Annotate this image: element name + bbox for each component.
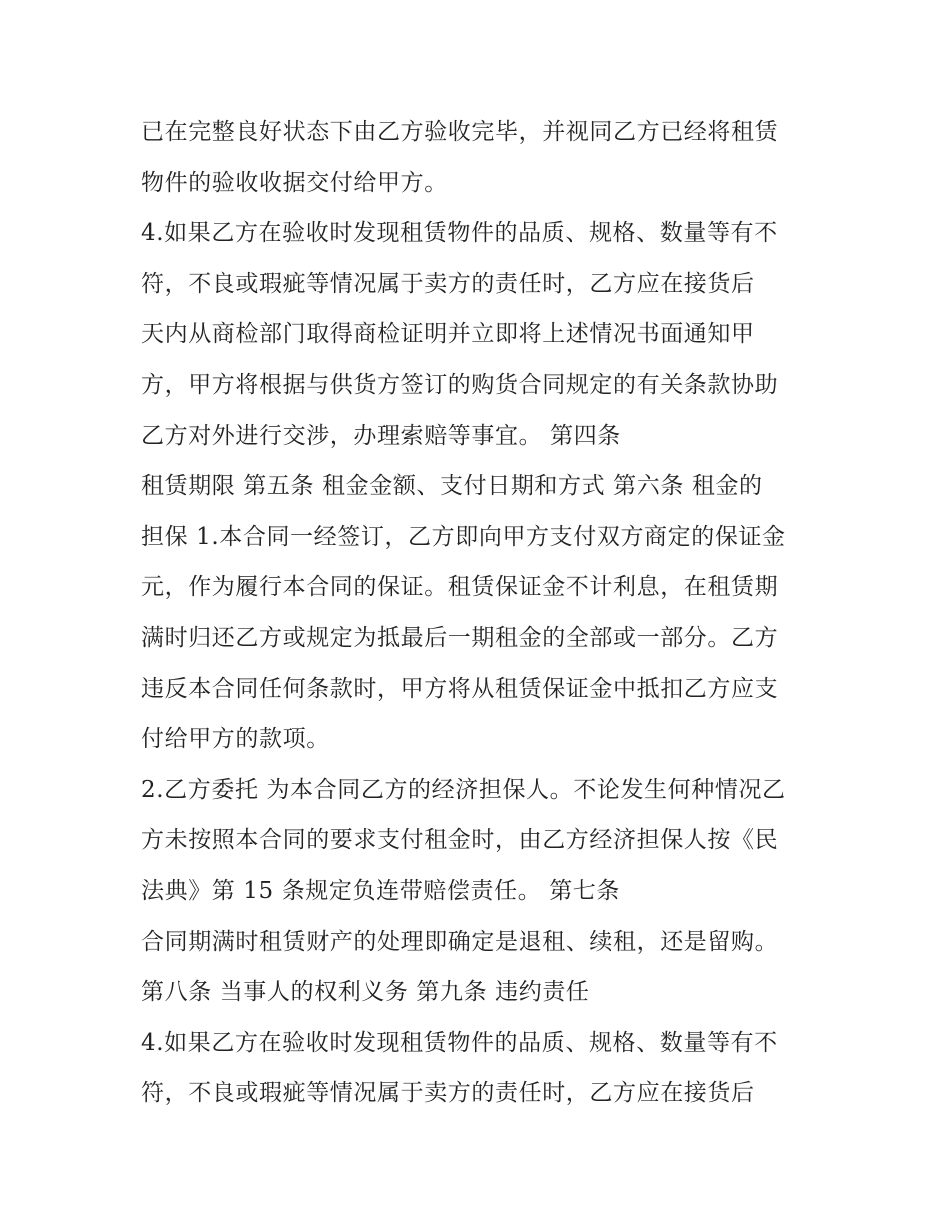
text-line: 担保 1.本合同一经签订，乙方即向甲方支付双方商定的保证金 (141, 523, 786, 550)
text-line: 违反本合同任何条款时，甲方将从租赁保证金中抵扣乙方应支 (141, 675, 779, 702)
text-line: 法典》第 15 条规定负连带赔偿责任。 第七条 (141, 877, 620, 904)
text-line: 已在完整良好状态下由乙方验收完毕，并视同乙方已经将租赁 (141, 119, 779, 145)
document-body (141, 107, 831, 1119)
text-line: 合同期满时租赁财产的处理即确定是退租、续租，还是留购。 (141, 928, 779, 955)
text-line: 乙方对外进行交涉，办理索赔等事宜。 第四条 (141, 422, 621, 449)
text-line: 天内从商检部门取得商检证明并立即将上述情况书面通知甲 (141, 321, 755, 348)
text-line: 满时归还乙方或规定为抵最后一期租金的全部或一部分。乙方 (141, 624, 779, 651)
text-line: 元，作为履行本合同的保证。租赁保证金不计利息，在租赁期 (141, 574, 779, 601)
text-line: 4.如果乙方在验收时发现租赁物件的品质、规格、数量等有不 (141, 220, 778, 247)
text-line: 物件的验收收据交付给甲方。 (141, 169, 448, 196)
text-line: 4.如果乙方在验收时发现租赁物件的品质、规格、数量等有不 (141, 1029, 778, 1056)
text-line: 符，不良或瑕疵等情况属于卖方的责任时，乙方应在接货后 (141, 270, 755, 297)
text-line: 2.乙方委托 为本合同乙方的经济担保人。不论发生何种情况乙 (141, 776, 786, 803)
text-line: 租赁期限 第五条 租金金额、支付日期和方式 第六条 租金的 (141, 473, 763, 500)
text-line: 第八条 当事人的权利义务 第九条 违约责任 (141, 979, 590, 1006)
text-line: 符，不良或瑕疵等情况属于卖方的责任时，乙方应在接货后 (141, 1080, 755, 1107)
text-line: 方，甲方将根据与供货方签订的购货合同规定的有关条款协助 (141, 371, 779, 398)
text-line: 付给甲方的款项。 (141, 726, 330, 753)
text-line: 方未按照本合同的要求支付租金时，由乙方经济担保人按《民 (141, 827, 779, 854)
